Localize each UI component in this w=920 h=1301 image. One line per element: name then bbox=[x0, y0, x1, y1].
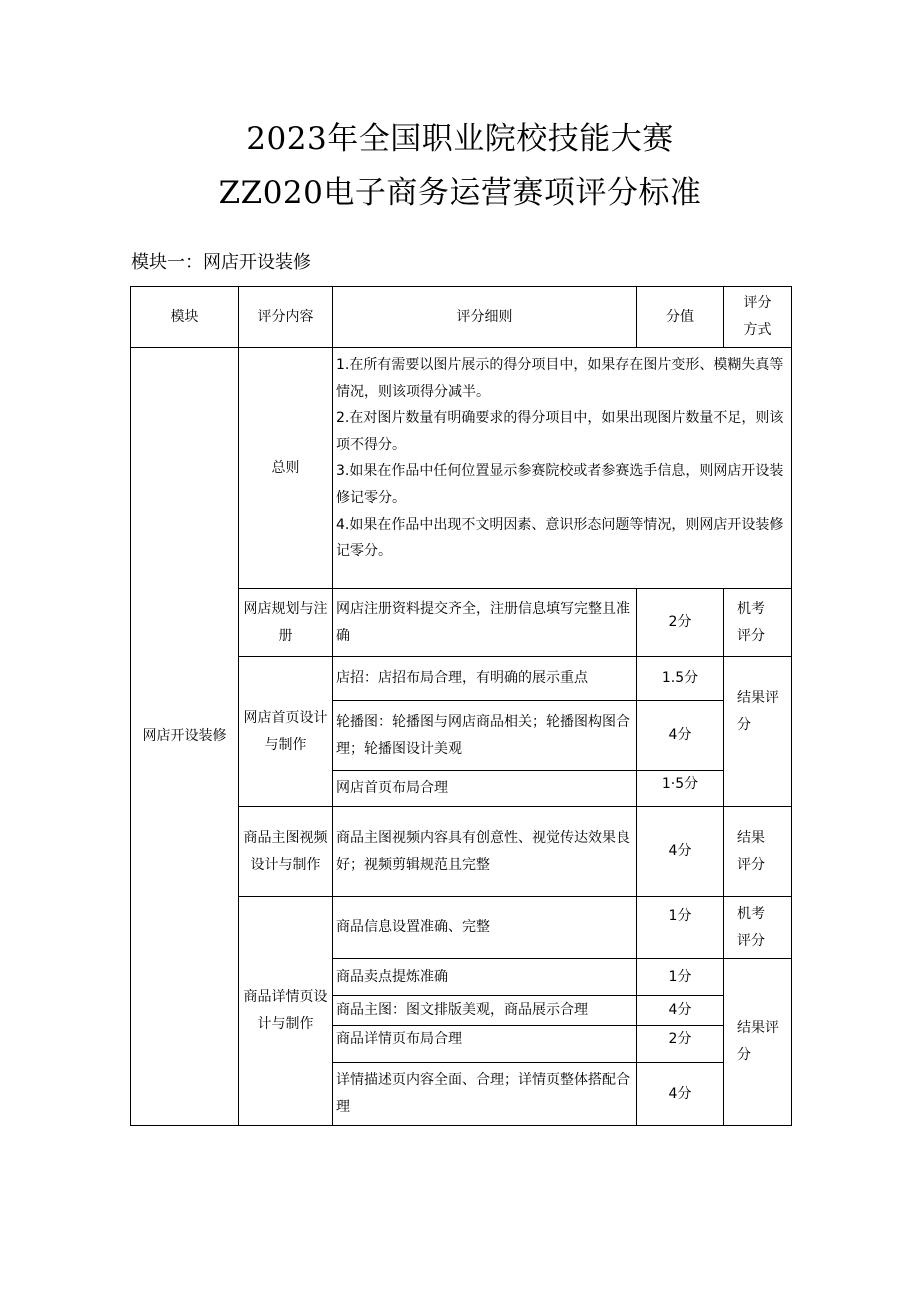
detail-detailpage-1: 商品信息设置准确、完整 bbox=[333, 897, 637, 959]
content-planning: 网店规划与注册 bbox=[239, 589, 333, 657]
method-detailpage: 结果评 分 bbox=[724, 959, 792, 1126]
detail-homepage-1: 店招：店招布局合理，有明确的展示重点 bbox=[333, 657, 637, 701]
detail-detailpage-3: 商品主图：图文排版美观，商品展示合理 bbox=[333, 996, 637, 1026]
score-detailpage-5: 4分 bbox=[637, 1063, 724, 1126]
score-homepage-3: 1·5分 bbox=[637, 771, 724, 807]
general-rule-4: 4.如果在作品中出现不文明因素、意识形态问题等情况，则网店开设装修记零分。 bbox=[336, 516, 784, 560]
detail-planning: 网店注册资料提交齐全，注册信息填写完整且准确 bbox=[333, 589, 637, 657]
general-rules-cell bbox=[333, 348, 792, 589]
general-rule-3: 3.如果在作品中任何位置显示参赛院校或者参赛选手信息，则网店开设装修记零分。 bbox=[336, 463, 784, 506]
detail-video: 商品主图视频内容具有创意性、视觉传达效果良好；视频剪辑规范且完整 bbox=[333, 807, 637, 897]
header-detail: 评分细则 bbox=[333, 287, 637, 348]
detail-detailpage-5: 详情描述页内容全面、合理；详情页整体搭配合理 bbox=[333, 1063, 637, 1126]
detail-detailpage-4: 商品详情页布局合理 bbox=[333, 1026, 637, 1063]
header-method: 评分 方式 bbox=[724, 287, 792, 348]
scoring-table bbox=[130, 286, 792, 1126]
general-rule-2: 2.在对图片数量有明确要求的得分项目中，如果出现图片数量不足，则该项不得分。 bbox=[336, 410, 784, 453]
method-planning: 机考 评分 bbox=[724, 589, 792, 657]
header-row bbox=[131, 287, 792, 348]
method-homepage: 结果评 分 bbox=[724, 657, 792, 807]
header-module: 模块 bbox=[131, 287, 239, 348]
header-score: 分值 bbox=[637, 287, 724, 348]
detail-detailpage-2: 商品卖点提炼准确 bbox=[333, 959, 637, 996]
score-detailpage-2: 1分 bbox=[637, 959, 724, 996]
detail-homepage-3: 网店首页布局合理 bbox=[333, 771, 637, 807]
content-detailpage: 商品详情页设计与制作 bbox=[239, 897, 333, 1126]
document-title-line-1: 2023年全国职业院校技能大赛 bbox=[246, 121, 674, 157]
method-detailpage-1: 机考 评分 bbox=[724, 897, 792, 959]
score-detailpage-1: 1分 bbox=[637, 897, 724, 959]
score-detailpage-3: 4分 bbox=[637, 996, 724, 1026]
score-homepage-1: 1.5分 bbox=[637, 657, 724, 701]
content-general: 总则 bbox=[239, 348, 333, 589]
score-detailpage-4: 2分 bbox=[637, 1026, 724, 1063]
score-planning: 2分 bbox=[637, 589, 724, 657]
table-row bbox=[131, 348, 792, 589]
detail-homepage-2: 轮播图：轮播图与网店商品相关；轮播图构图合理；轮播图设计美观 bbox=[333, 701, 637, 771]
method-video: 结果 评分 bbox=[724, 807, 792, 897]
document-title-line-2: ZZ020电子商务运营赛项评分标准 bbox=[218, 175, 702, 211]
content-homepage: 网店首页设计与制作 bbox=[239, 657, 333, 807]
score-video: 4分 bbox=[637, 807, 724, 897]
header-content: 评分内容 bbox=[239, 287, 333, 348]
score-homepage-2: 4分 bbox=[637, 701, 724, 771]
section-heading: 模块一：网店开设装修 bbox=[131, 252, 311, 273]
module-name-cell: 网店开设装修 bbox=[131, 348, 239, 1126]
content-video: 商品主图视频设计与制作 bbox=[239, 807, 333, 897]
general-rule-1: 1.在所有需要以图片展示的得分项目中，如果存在图片变形、模糊失真等情况，则该项得分减半。 bbox=[336, 357, 784, 400]
